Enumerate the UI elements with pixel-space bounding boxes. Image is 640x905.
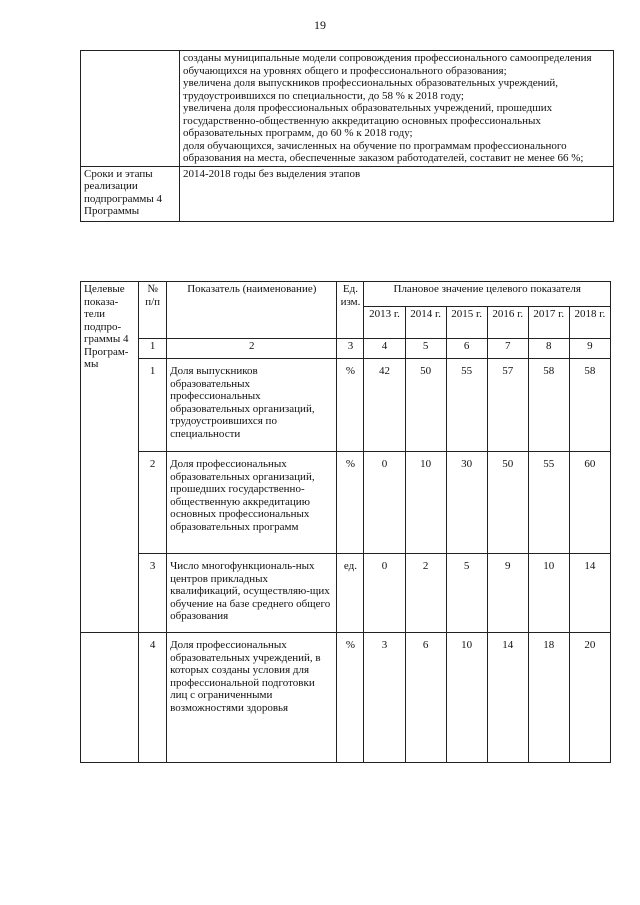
expected-results-cell: [180, 51, 614, 167]
indicator-value: 10: [528, 554, 569, 633]
column-number: 3: [337, 339, 364, 359]
header-unit: Ед. изм.: [337, 282, 364, 339]
column-number: 5: [405, 339, 446, 359]
indicator-value: 55: [528, 452, 569, 554]
side-label-continued: [81, 633, 139, 763]
result-paragraph: созданы муниципальные модели сопровождения профессионального самоопределения обучающихся на уровнях общего и профессионального образования;: [183, 52, 592, 77]
terms-row: [81, 166, 614, 221]
indicator-unit: %: [337, 633, 364, 763]
indicator-value: 57: [487, 359, 528, 452]
header-num: № п/п: [139, 282, 167, 339]
indicator-value: 0: [364, 452, 405, 554]
indicator-value: 0: [364, 554, 405, 633]
row-num: 2: [139, 452, 167, 554]
indicator-value: 14: [487, 633, 528, 763]
header-name: Показатель (наименование): [167, 282, 337, 339]
table-row: [81, 452, 611, 554]
indicator-value: 50: [405, 359, 446, 452]
indicators-side-label: Целевые показа-тели подпро-граммы 4 Програм-мы: [81, 282, 139, 633]
indicator-value: 55: [446, 359, 487, 452]
indicator-name: Доля выпускников образовательных профессиональных образовательных организаций, трудоустроившихся по специальности: [167, 359, 337, 452]
year-header: 2015 г.: [446, 307, 487, 339]
indicator-value: 5: [446, 554, 487, 633]
result-paragraph: увеличена доля выпускников профессиональных образовательных учреждений, трудоустроившихся по специальности, до 58 % к 2018 году;: [183, 77, 559, 102]
column-number: 1: [139, 339, 167, 359]
indicator-unit: %: [337, 452, 364, 554]
table-row: [81, 633, 611, 763]
indicator-unit: %: [337, 359, 364, 452]
indicator-value: 14: [569, 554, 610, 633]
row-num: 3: [139, 554, 167, 633]
year-header: 2016 г.: [487, 307, 528, 339]
indicator-value: 60: [569, 452, 610, 554]
target-indicators-table: [80, 281, 611, 763]
table-row: [81, 359, 611, 452]
continued-label-cell: [81, 51, 180, 167]
indicator-unit: ед.: [337, 554, 364, 633]
column-number: 4: [364, 339, 405, 359]
terms-label: Сроки и этапы реализации подпрограммы 4 Программы: [81, 166, 180, 221]
indicator-value: 50: [487, 452, 528, 554]
table-row: [81, 554, 611, 633]
indicator-value: 2: [405, 554, 446, 633]
year-header: 2018 г.: [569, 307, 610, 339]
result-paragraph: увеличена доля профессиональных образовательных учреждений, прошедших государственно-общественную аккредитацию основных профессиональных образовательных программ, до 60 % к 2018 году;: [183, 102, 553, 139]
year-header: 2014 г.: [405, 307, 446, 339]
indicator-value: 9: [487, 554, 528, 633]
indicator-value: 18: [528, 633, 569, 763]
indicator-name: Доля профессиональных образовательных организаций, прошедших государственно-общественную аккредитацию основных профессиональных образовательных программ: [167, 452, 337, 554]
column-number: 2: [167, 339, 337, 359]
year-header: 2013 г.: [364, 307, 405, 339]
terms-value: 2014-2018 годы без выделения этапов: [180, 166, 614, 221]
page-number: 19: [314, 18, 326, 32]
result-paragraph: доля обучающихся, зачисленных на обучение по программам профессионального образования на места, обеспеченные заказом работодателей, составит не менее 66 %;: [183, 139, 584, 164]
continued-results-row: [81, 51, 614, 167]
year-header: 2017 г.: [528, 307, 569, 339]
indicator-value: 3: [364, 633, 405, 763]
indicator-value: 58: [528, 359, 569, 452]
indicator-value: 58: [569, 359, 610, 452]
indicator-value: 10: [405, 452, 446, 554]
header-plan: Плановое значение целевого показателя: [364, 282, 611, 307]
row-num: 4: [139, 633, 167, 763]
subprogram-passport-table: [80, 50, 614, 222]
column-numbers-row: [81, 339, 611, 359]
indicator-name: Доля профессиональных образовательных учреждений, в которых созданы условия для профессиональной подготовки лиц с ограниченными возможностями здоровья: [167, 633, 337, 763]
indicator-name: Число многофункциональ-ных центров прикладных квалификаций, осуществляю-щих обучение на базе среднего общего образования: [167, 554, 337, 633]
indicator-value: 42: [364, 359, 405, 452]
column-number: 8: [528, 339, 569, 359]
indicator-value: 20: [569, 633, 610, 763]
row-num: 1: [139, 359, 167, 452]
column-number: 6: [446, 339, 487, 359]
column-number: 7: [487, 339, 528, 359]
indicator-value: 6: [405, 633, 446, 763]
indicator-value: 10: [446, 633, 487, 763]
column-number: 9: [569, 339, 610, 359]
indicator-value: 30: [446, 452, 487, 554]
